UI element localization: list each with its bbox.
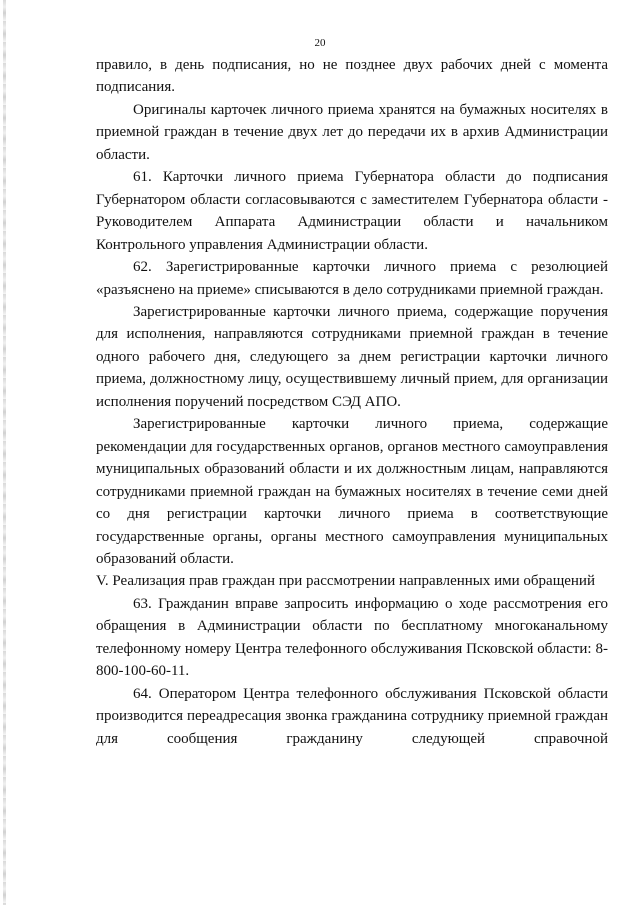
document-body [96,54,608,750]
paragraph-originals: Оригиналы карточек личного приема хранятся на бумажных носителях в приемной граждан в течение двух лет до передачи их в архив Администрации области. [96,101,608,163]
section-heading-v: V. Реализация прав граждан при рассмотрении направленных ими обращений [96,573,595,590]
paragraph-cards-recommendations: Зарегистрированные карточки личного приема, содержащие рекомендации для государственных органов, органов местного самоуправления муниципальных образований области и их должностным лицам, направляются сотрудниками приемной граждан на бумажных носителях в течение семи дней со дня регистрации карточки личного приема в соответствующие государственные органы, органы местного самоуправления муниципальных образований области. [96,416,608,567]
paragraph-63: 63. Гражданин вправе запросить информацию о ходе рассмотрения его обращения в Администрации области по бесплатному многоканальному телефонному номеру Центра телефонного обслуживания Псковской области: 8-800-100-60-11. [96,595,608,680]
paragraph-continuation: правило, в день подписания, но не позднее двух рабочих дней с момента подписания. [96,57,608,96]
paragraph-cards-instructions: Зарегистрированные карточки личного приема, содержащие поручения для исполнения, направляются сотрудниками приемной граждан в течение одного рабочего дня, следующего за днем регистрации карточки личного приема, должностному лицу, осуществившему личный прием, для организации исполнения поручений посредством СЭД АПО. [96,303,608,410]
scan-edge [3,0,6,905]
paragraph-61: 61. Карточки личного приема Губернатора области до подписания Губернатором области согласовываются с заместителем Губернатора области - Руководителем Аппарата Администрации области и начальником Контрольного управления Администрации области. [96,169,608,253]
paragraph-62: 62. Зарегистрированные карточки личного приема с резолюцией «разъяснено на приеме» списываются в дело сотрудниками приемной граждан. [96,259,608,298]
page-number: 20 [314,37,326,49]
paragraph-64: 64. Оператором Центра телефонного обслуживания Псковской области производится переадресация звонка гражданина сотруднику приемной граждан для сообщения гражданину следующей справочной [96,685,608,747]
